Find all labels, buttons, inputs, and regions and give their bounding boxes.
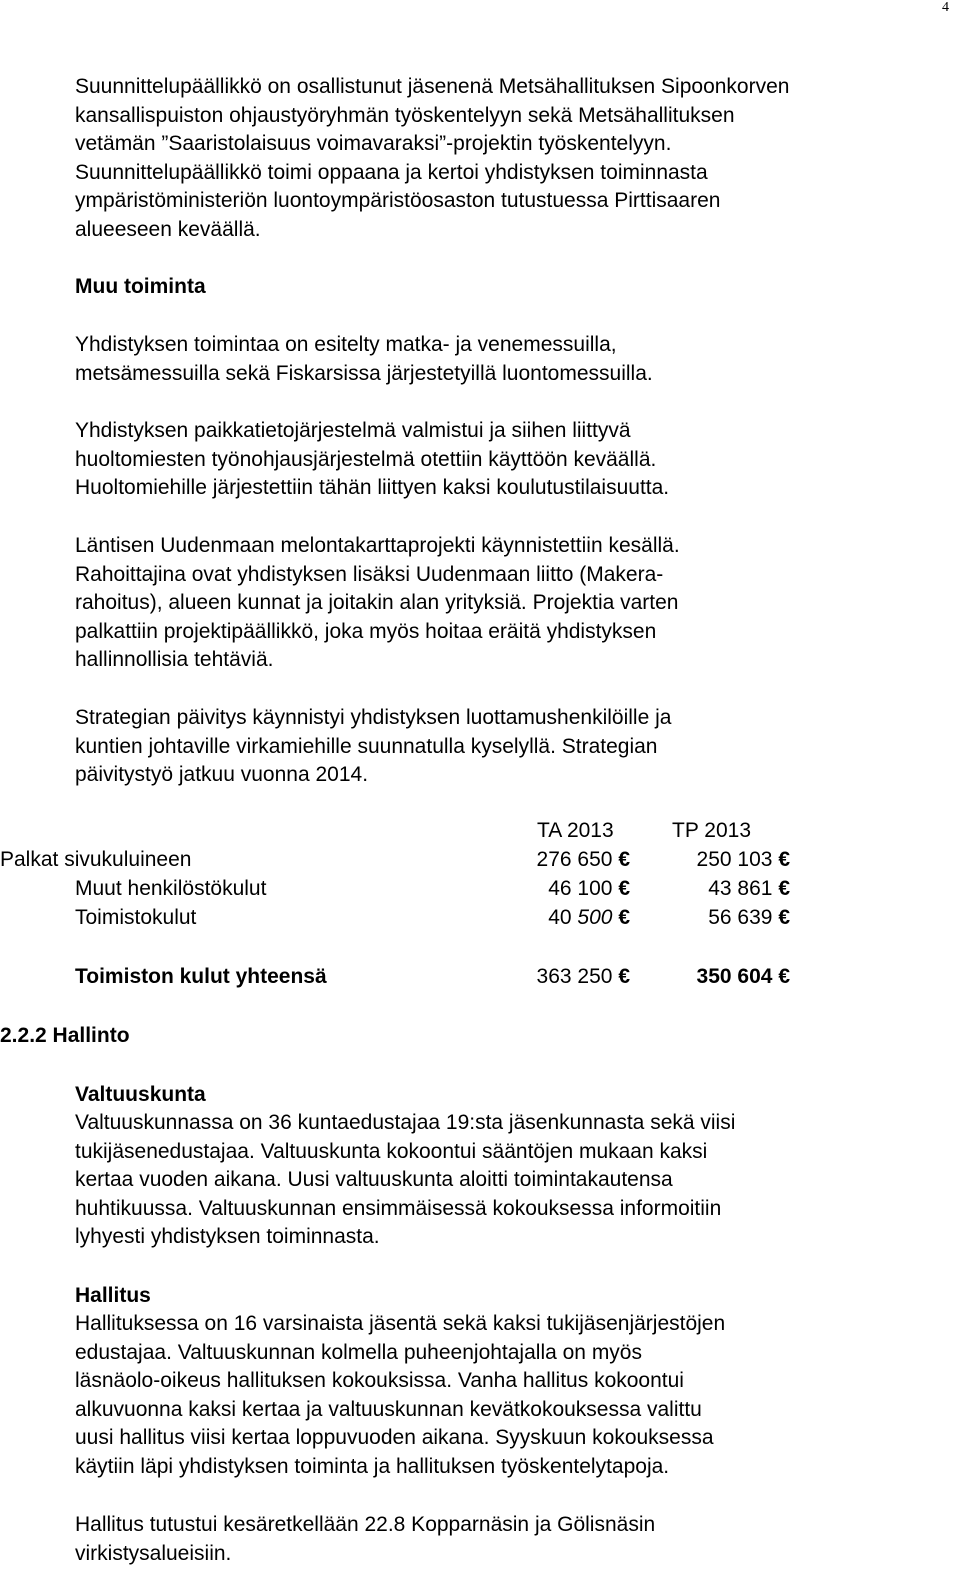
text-line: kuntien johtaville virkamiehille suunnatulla kyselyllä. Strategian [75,734,658,758]
column-header-tp: TP 2013 [672,819,752,842]
text-line: metsämessuilla sekä Fiskarsissa järjestetyillä luontomessuilla. [75,361,653,385]
text-line: virkistysalueisiin. [75,1541,232,1565]
text-line: alkuvuonna kaksi kertaa ja valtuuskunnan kevätkokouksessa valittu [75,1397,702,1421]
euro-sign: € [778,965,790,988]
budget-table [0,817,960,992]
paragraph-hallitus [75,1310,895,1482]
euro-sign: € [778,877,790,900]
paragraph-kesaretki [75,1511,895,1568]
ta-value: 276 650 € [536,848,630,871]
tp-value: 56 639 € [708,906,790,929]
text-line: Yhdistyksen toimintaa on esitelty matka- ja venemessuilla, [75,333,617,356]
budget-row [0,846,960,875]
row-label: Toimistokulut [75,906,197,929]
text-line: Yhdistyksen paikkatietojärjestelmä valmistui ja siihen liittyvä [75,419,631,442]
euro-sign: € [618,965,630,988]
row-label: Palkat sivukuluineen [0,848,192,871]
heading-valtuuskunta: Valtuuskunta [75,1083,206,1106]
text-line: hallinnollisia tehtäviä. [75,648,274,672]
euro-sign: € [778,906,790,929]
text-line: edustajaa. Valtuuskunnan kolmella puheenjohtajalla on myös [75,1340,642,1364]
text-line: Suunnittelupäällikkö toimi oppaana ja kertoi yhdistyksen toiminnasta [75,160,708,184]
text-line: alueeseen keväällä. [75,217,261,241]
text-line: kansallispuiston ohjaustyöryhmän työskentelyyn sekä Metsähallituksen [75,103,735,127]
text-line: päivitystyö jatkuu vuonna 2014. [75,763,369,787]
euro-sign: € [778,848,790,871]
text-line: Strategian päivitys käynnistyi yhdistyksen luottamushenkilöille ja [75,706,672,729]
tp-value: 43 861 € [708,877,790,900]
text-line: Huoltomiehille järjestettiin tähän liittyen kaksi koulutustilaisuutta. [75,476,670,500]
text-line: rahoitus), alueen kunnat ja joitakin alan yrityksiä. Projektia varten [75,591,679,615]
heading-muu-toiminta: Muu toiminta [75,275,206,298]
tp-value: 250 103 € [696,848,790,871]
euro-sign: € [618,906,630,929]
text-line: ympäristöministeriön luontoympäristöosaston tutustuessa Pirttisaaren [75,189,721,213]
euro-sign: € [618,877,630,900]
paragraph-paikkatieto [75,417,895,503]
total-label: Toimiston kulut yhteensä [75,965,327,988]
text-line: huoltomiesten työnohjausjärjestelmä otettiin käyttöön keväällä. [75,447,657,471]
text-line: Hallitus tutustui kesäretkellään 22.8 Kopparnäsin ja Gölisnäsin [75,1513,656,1536]
text-line: Suunnittelupäällikkö on osallistunut jäsenenä Metsähallituksen Sipoonkorven [75,75,790,98]
section-title-hallinto: 2.2.2 Hallinto [0,1024,130,1047]
paragraph-valtuuskunta [75,1109,895,1252]
ta-value: 46 100 € [548,877,630,900]
heading-hallitus: Hallitus [75,1284,151,1307]
column-header-ta: TA 2013 [537,819,614,842]
budget-row [0,875,960,904]
paragraph-melontakartta [75,532,895,675]
text-line: uusi hallitus viisi kertaa loppuvuoden aikana. Syyskuun kokouksessa [75,1426,714,1450]
text-line: Rahoittajina ovat yhdistyksen lisäksi Uudenmaan liitto (Makera- [75,562,664,586]
text-line: Läntisen Uudenmaan melontakarttaprojekti käynnistettiin kesällä. [75,534,680,557]
text-line: palkattiin projektipäällikkö, joka myös hoitaa eräitä yhdistyksen [75,619,657,643]
page-number: 4 [942,0,949,15]
budget-total-row [0,963,960,992]
intro-paragraph [75,73,895,245]
text-line: läsnäolo-oikeus hallituksen kokouksissa. Vanha hallitus kokoontui [75,1369,684,1393]
total-ta-value: 363 250 € [536,965,630,988]
text-line: käytiin läpi yhdistyksen toiminta ja hallituksen työskentelytapoja. [75,1454,670,1478]
text-line: Valtuuskunnassa on 36 kuntaedustajaa 19:sta jäsenkunnasta sekä viisi [75,1111,736,1134]
euro-sign: € [618,848,630,871]
paragraph-strategia [75,704,895,790]
text-line: huhtikuussa. Valtuuskunnan ensimmäisessä kokouksessa informoitiin [75,1196,722,1220]
text-line: Hallituksessa on 16 varsinaista jäsentä sekä kaksi tukijäsenjärjestöjen [75,1312,726,1335]
budget-header-row [0,817,960,846]
budget-row [0,904,960,933]
text-line: lyhyesti yhdistyksen toiminnasta. [75,1225,380,1249]
row-label: Muut henkilöstökulut [75,877,267,900]
text-line: kertaa vuoden aikana. Uusi valtuuskunta aloitti toimintakautensa [75,1168,673,1192]
text-line: vetämän ”Saaristolaisuus voimavaraksi”-projektin työskentelyyn. [75,132,672,156]
text-line: tukijäsenedustajaa. Valtuuskunta kokoontui sääntöjen mukaan kaksi [75,1139,708,1163]
total-tp-value: 350 604 € [696,965,790,988]
paragraph-messut [75,331,895,388]
ta-value: 40 500 € [548,906,630,929]
